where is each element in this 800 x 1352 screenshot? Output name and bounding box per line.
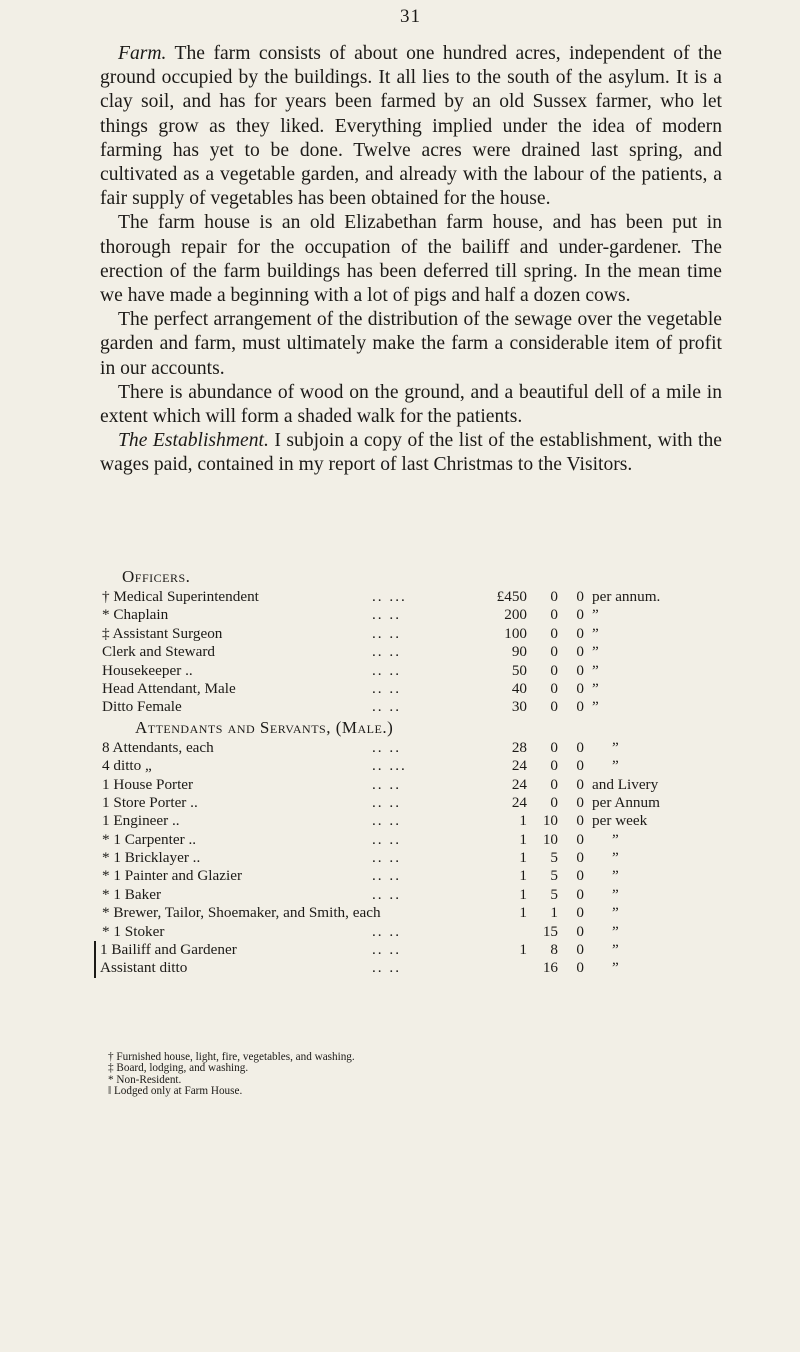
shillings-value: 5 xyxy=(550,885,558,903)
paragraph-text: The farm house is an old Elizabethan farm house, and has been put in thorough repair for the occupation of the bailiff and under-gardener. The erection of the farm buildings has been deferred till spring. In the mean time we have made a beginning with a lot of pigs and half a dozen cows. xyxy=(100,212,722,307)
leader-dots: .. .. xyxy=(372,643,401,661)
shillings-value: 0 xyxy=(550,738,558,756)
leader-dots: .. .. xyxy=(372,698,401,716)
row-name: † Medical Superintendent xyxy=(102,588,259,605)
pounds-value: 30 xyxy=(511,698,527,716)
shillings-value: 0 xyxy=(550,793,558,811)
pounds-value: 100 xyxy=(504,624,527,642)
pounds-value: 40 xyxy=(511,679,527,697)
row-name: * 1 Baker xyxy=(102,885,162,903)
term-text: per week xyxy=(592,812,648,830)
pence-value: 0 xyxy=(576,738,584,756)
pounds-value: 1 xyxy=(519,885,527,903)
shillings-value: 16 xyxy=(542,959,558,977)
row-name: Clerk and Steward xyxy=(102,643,216,661)
pence-value: 0 xyxy=(576,606,584,624)
table-row xyxy=(102,904,742,922)
body-text xyxy=(100,42,722,478)
attendants-list xyxy=(102,739,742,978)
table-row xyxy=(102,625,742,643)
leader-dots: .. .. xyxy=(372,941,401,959)
term-text: ” xyxy=(612,922,619,940)
pence-value: 0 xyxy=(576,941,584,959)
term-text: ” xyxy=(612,867,619,885)
table-row xyxy=(102,959,742,977)
pounds-value: 24 xyxy=(511,793,527,811)
row-name: 1 Bailiff and Gardener xyxy=(94,941,237,959)
pence-value: 0 xyxy=(576,922,584,940)
row-name: Housekeeper .. xyxy=(102,661,193,679)
paragraph-text: The farm consists of about one hundred acres, independent of the ground occupied by the buildings. It all lies to the south of the asylum. It is a clay soil, and has for years been farmed by an old Sussex farmer, who let things grow as they liked. Everything implied under the idea of modern farming has yet to be done. Twelve acres were drained last spring, and cultivated as a vegetable garden, and already with the labour of the patients, a fair supply of vegetables has been obtained for the house. xyxy=(100,43,722,210)
term-text: ” xyxy=(612,904,619,922)
leader-dots: .. .. xyxy=(372,606,401,624)
term-text: ” xyxy=(592,661,599,679)
pence-value: 0 xyxy=(576,775,584,793)
row-name: 4 ditto „ xyxy=(102,757,152,775)
table-row xyxy=(102,739,742,757)
table-row xyxy=(102,831,742,849)
paragraph-sewage xyxy=(100,308,722,381)
row-name: 1 Engineer .. xyxy=(102,812,180,830)
pence-value: 0 xyxy=(576,661,584,679)
shillings-value: 0 xyxy=(550,757,558,775)
shillings-value: 15 xyxy=(542,922,558,940)
establishment-table xyxy=(102,566,742,978)
pence-value: 0 xyxy=(576,643,584,661)
pounds-value: 1 xyxy=(519,941,527,959)
pounds-value: 24 xyxy=(511,775,527,793)
leader-dots: .. .. xyxy=(372,738,401,756)
pence-value: 0 xyxy=(576,849,584,867)
pence-value: 0 xyxy=(576,698,584,716)
term-text: ” xyxy=(592,679,599,697)
row-name: * 1 Stoker xyxy=(102,922,165,940)
term-text: ” xyxy=(612,830,619,848)
row-name: 1 Store Porter .. xyxy=(102,793,198,811)
term-text: ” xyxy=(612,941,619,959)
row-name: 8 Attendants, each xyxy=(102,738,214,756)
page-number: 31 xyxy=(400,6,421,27)
pence-value: 0 xyxy=(576,679,584,697)
officers-heading: Officers. xyxy=(122,567,191,586)
shillings-value: 0 xyxy=(550,624,558,642)
pounds-value: £450 xyxy=(496,588,527,605)
row-name: * 1 Carpenter .. xyxy=(102,830,197,848)
table-row xyxy=(102,680,742,698)
leader-dots: .. .. xyxy=(372,624,401,642)
row-name: 1 House Porter xyxy=(102,775,194,793)
shillings-value: 8 xyxy=(550,941,558,959)
term-text: ” xyxy=(592,624,599,642)
run-in-heading: The Establishment. xyxy=(118,430,269,452)
table-row xyxy=(102,757,742,775)
paragraph-establishment xyxy=(100,429,722,477)
row-name: * Brewer, Tailor, Shoemaker, and Smith, each xyxy=(102,904,381,922)
run-in-heading: Farm. xyxy=(118,43,167,64)
footnote: † Furnished house, light, fire, vegetables, and washing. xyxy=(108,1051,355,1063)
leader-dots: .. .. xyxy=(372,959,401,977)
pence-value: 0 xyxy=(576,757,584,775)
pence-value: 0 xyxy=(576,867,584,885)
pounds-value: 1 xyxy=(519,867,527,885)
leader-dots: .. .. xyxy=(372,661,401,679)
footnotes xyxy=(108,1052,608,1098)
shillings-value: 10 xyxy=(542,812,558,830)
term-text: ” xyxy=(612,885,619,903)
term-text: ” xyxy=(612,959,619,977)
paragraph-farm-house xyxy=(100,211,722,308)
shillings-value: 1 xyxy=(550,904,558,922)
table-row xyxy=(102,941,742,959)
table-row xyxy=(102,849,742,867)
pounds-value: 28 xyxy=(511,738,527,756)
table-row xyxy=(102,867,742,885)
footnote: ‡ Board, lodging, and washing. xyxy=(108,1062,249,1075)
row-name: Assistant ditto xyxy=(94,959,187,977)
table-row xyxy=(102,776,742,794)
term-text: ” xyxy=(592,698,599,716)
shillings-value: 0 xyxy=(550,606,558,624)
pounds-value: 1 xyxy=(519,849,527,867)
pounds-value: 1 xyxy=(519,812,527,830)
paragraph-text: I subjoin a copy of the list of the establishment, with the wages paid, contained in my report of last Christmas to the Visitors. xyxy=(100,430,722,476)
shillings-value: 10 xyxy=(542,830,558,848)
pounds-value: 24 xyxy=(511,757,527,775)
leader-dots: .. ... xyxy=(372,588,407,605)
table-row xyxy=(102,588,742,606)
row-name: Ditto Female xyxy=(102,698,182,716)
paragraph-text: There is abundance of wood on the ground, and a beautiful dell of a mile in extent which will form a shaded walk for the patients. xyxy=(100,381,722,428)
footnote: * Non-Resident. xyxy=(108,1073,182,1086)
table-row xyxy=(102,606,742,624)
leader-dots: .. .. xyxy=(372,793,401,811)
leader-dots: .. .. xyxy=(372,885,401,903)
table-row xyxy=(102,886,742,904)
pence-value: 0 xyxy=(576,624,584,642)
shillings-value: 0 xyxy=(550,775,558,793)
term-text: per Annum xyxy=(592,793,660,811)
leader-dots: .. .. xyxy=(372,812,401,830)
pounds-value: 90 xyxy=(511,643,527,661)
leader-dots: .. .. xyxy=(372,679,401,697)
pence-value: 0 xyxy=(576,830,584,848)
officers-list xyxy=(102,588,742,717)
pounds-value: 50 xyxy=(511,661,527,679)
table-row xyxy=(102,643,742,661)
leader-dots: .. .. xyxy=(372,849,401,867)
row-name: * 1 Painter and Glazier xyxy=(102,867,243,885)
pence-value: 0 xyxy=(576,812,584,830)
shillings-value: 0 xyxy=(550,698,558,716)
shillings-value: 0 xyxy=(550,661,558,679)
term-text: ” xyxy=(592,643,599,661)
paragraph-farm xyxy=(100,42,722,211)
term-text: and Livery xyxy=(592,775,659,793)
row-name: Head Attendant, Male xyxy=(102,679,236,697)
leader-dots: .. .. xyxy=(372,830,401,848)
pence-value: 0 xyxy=(576,904,584,922)
shillings-value: 0 xyxy=(550,643,558,661)
pounds-value: 200 xyxy=(504,606,527,624)
shillings-value: 0 xyxy=(550,588,558,605)
term-text: ” xyxy=(592,606,599,624)
pence-value: 0 xyxy=(576,588,584,605)
term-text: per annum. xyxy=(592,588,661,605)
row-name: * 1 Bricklayer .. xyxy=(102,849,201,867)
paragraph-wood xyxy=(100,381,722,429)
leader-dots: .. .. xyxy=(372,867,401,885)
table-row xyxy=(102,698,742,716)
shillings-value: 5 xyxy=(550,849,558,867)
row-name: * Chaplain xyxy=(102,606,169,624)
term-text: ” xyxy=(612,757,619,775)
shillings-value: 5 xyxy=(550,867,558,885)
table-row xyxy=(102,794,742,812)
leader-dots: .. .. xyxy=(372,775,401,793)
footnote: ‖ Lodged only at Farm House. xyxy=(108,1085,243,1098)
table-row xyxy=(102,812,742,830)
pounds-value: 1 xyxy=(519,904,527,922)
table-row xyxy=(102,662,742,680)
row-name: ‡ Assistant Surgeon xyxy=(102,624,223,642)
table-row xyxy=(102,923,742,941)
attendants-heading: Attendants and Servants, (Male.) xyxy=(135,717,394,737)
leader-dots: .. .. xyxy=(372,922,401,940)
shillings-value: 0 xyxy=(550,679,558,697)
pence-value: 0 xyxy=(576,793,584,811)
term-text: ” xyxy=(612,738,619,756)
pence-value: 0 xyxy=(576,959,584,977)
pounds-value: 1 xyxy=(519,830,527,848)
paragraph-text: The perfect arrangement of the distribution of the sewage over the vegetable garden and farm, must ultimately make the farm a considerable item of profit in our accounts. xyxy=(100,309,722,379)
term-text: ” xyxy=(612,849,619,867)
leader-dots: .. ... xyxy=(372,757,407,775)
pence-value: 0 xyxy=(576,885,584,903)
